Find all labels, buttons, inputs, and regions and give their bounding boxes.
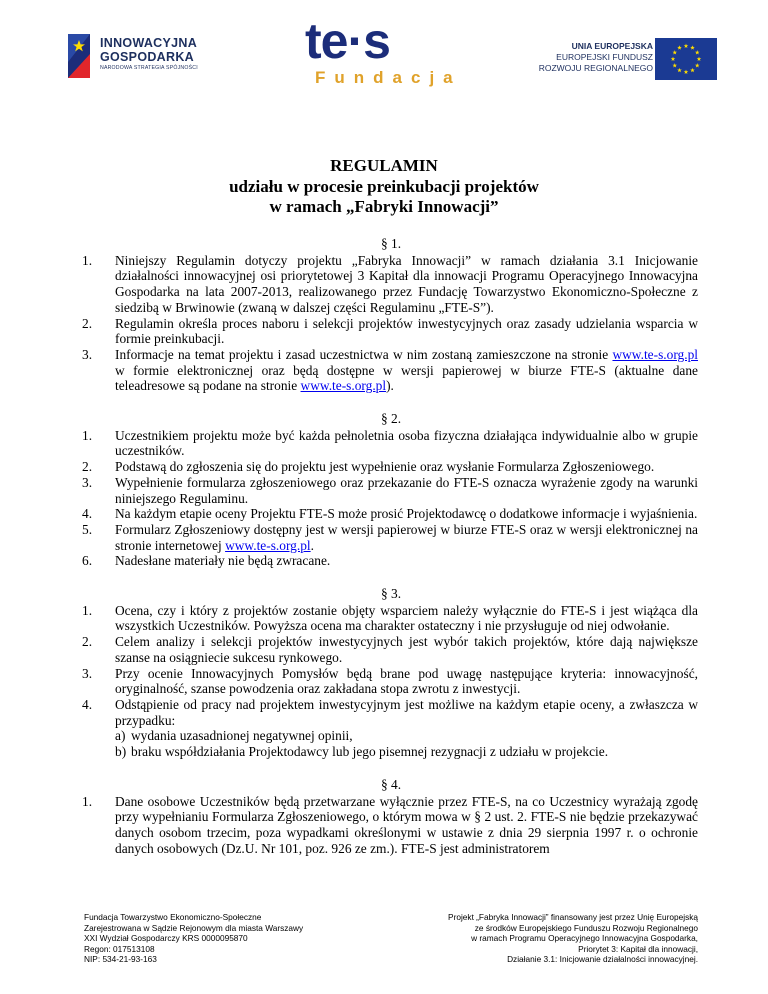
title-line2: udziału w procesie preinkubacji projektów (229, 176, 539, 196)
tes-logo-word: te·s (305, 13, 390, 69)
item-number: 2. (82, 315, 93, 331)
section-3-heading: § 3. (380, 586, 402, 602)
list-item (84, 459, 698, 475)
footer-right-line: ze środków Europejskiego Funduszu Rozwoju Regionalnego (474, 922, 698, 933)
sub-item-text: braku współdziałania Projektodawcy lub jego pisemnej rezygnacji z udziału w projekcie. (131, 744, 609, 760)
item-number: 2. (82, 634, 93, 650)
section-4-heading: § 4. (380, 776, 402, 792)
sub-item-letter: a) (115, 728, 126, 744)
item-text: Dane osobowe Uczestników będą przetwarzane wyłącznie przez FTE-S, na co Uczestnicy wyrażają zgodę przy wypełnianiu Formularza Zgłoszeniowego, o którym mowa w § 2 ust. 2. FTE-S nie będzie przekazywać danych osobom trzecim, poza wypadkami określonymi w ustawie z dnia 29 sierpnia 1997 r. o ochronie danych osobowych (Dz.U. Nr 101, poz. 926 ze zm.). FTE-S jest administratorem (115, 793, 698, 856)
section-4-list (84, 794, 698, 857)
item-text: Przy ocenie Innowacyjnych Pomysłów będą brane pod uwagę następujące kryteria: innowacyjność, oryginalność, szanse powodzenia oraz zakładana stopa zwrotu z inwestycji. (115, 665, 698, 697)
tes-foundation-logo (305, 13, 462, 90)
item-text: w formie elektronicznej oraz będą dostępne w wersji papierowej w biurze FTE-S (aktualne dane teleadresowe są podane na stronie (115, 362, 698, 394)
list-item (84, 506, 698, 522)
sub-list-item (115, 728, 698, 744)
item-text: Na każdym etapie oceny Projektu FTE-S może prosić Projektodawcę o dodatkowe informacje i wyjaśnienia. (115, 506, 698, 522)
eu-logo-text (539, 41, 653, 74)
item-text: Celem analizy i selekcji projektów inwestycyjnych jest wybór takich projektów, które dają największe szanse na osiągniecie sukcesu rynkowego. (115, 634, 698, 665)
eu-logo-line1: UNIA EUROPEJSKA (571, 41, 653, 51)
item-number: 1. (82, 252, 93, 268)
item-text: ). (386, 378, 394, 394)
list-item (84, 553, 698, 569)
item-number: 4. (82, 506, 93, 522)
section-3-list (84, 603, 698, 760)
item-text: Nadesłane materiały nie będą zwracane. (115, 553, 331, 569)
item-number: 2. (82, 459, 93, 475)
ig-logo-line3: NARODOWA STRATEGIA SPÓJNOŚCI (100, 65, 198, 71)
list-item (84, 634, 698, 665)
item-number: 3. (82, 665, 93, 681)
list-item (84, 428, 698, 459)
website-link[interactable]: www.te-s.org.pl (612, 346, 698, 362)
list-item (84, 666, 698, 697)
footer-left-line: XXI Wydział Gospodarczy KRS 0000095870 (84, 933, 248, 944)
footer-right-line: Działanie 3.1: Inicjowanie działalności innowacyjnej. (507, 954, 698, 965)
footer-left-line: Regon: 017513108 (84, 943, 155, 954)
section-1-list (84, 253, 698, 394)
list-item (84, 475, 698, 506)
eu-logo-line2: EUROPEJSKI FUNDUSZ (556, 52, 653, 62)
item-text: Wypełnienie formularza zgłoszeniowego oraz przekazanie do FTE-S oznacza wyrażenie zgody na warunki niniejszego Regulaminu. (115, 474, 698, 506)
ig-logo-text (100, 36, 198, 73)
list-item (84, 794, 698, 857)
item-text: Formularz Zgłoszeniowy dostępny jest w wersji papierowej w biurze FTE-S oraz w wersji elektronicznej na stronie internetowej (115, 521, 698, 553)
footer-left-line: Zarejestrowana w Sądzie Rejonowym dla miasta Warszawy (84, 922, 304, 933)
innowacyjna-gospodarka-logo (64, 28, 224, 83)
item-text: Ocena, czy i który z projektów zostanie objęty wsparciem należy wyłącznie do FTE-S i jest wiążąca dla wszystkich Uczestników. Powyższa ocena ma charakter ostateczny i nie przysługuje od niej odwołanie. (115, 602, 698, 634)
item-text: Podstawą do zgłoszenia się do projektu jest wypełnienie oraz wysłanie Formularza Zgłoszeniowego. (115, 459, 655, 475)
list-item (84, 347, 698, 394)
sub-item-letter: b) (115, 744, 127, 760)
ig-flag-icon (64, 32, 94, 80)
item-text: . (310, 537, 314, 553)
website-link[interactable]: www.te-s.org.pl (225, 537, 311, 553)
item-text: Odstąpienie od pracy nad projektem inwestycyjnym jest możliwe na każdym etapie oceny, a zwłaszcza w przypadku: (115, 696, 698, 728)
list-item (84, 603, 698, 634)
footer-left-line: NIP: 534-21-93-163 (84, 954, 157, 965)
list-item (84, 316, 698, 347)
sub-item-text: wydania uzasadnionej negatywnej opinii, (131, 728, 353, 744)
item-text: Uczestnikiem projektu może być każda pełnoletnia osoba fizyczna działająca indywidualnie albo w grupie uczestników. (115, 427, 698, 459)
eu-logo (537, 38, 717, 78)
footer-right (448, 912, 698, 965)
sub-list-item (115, 744, 698, 760)
item-text: Informacje na temat projektu i zasad uczestnictwa w nim zostaną zamieszczone na stronie (115, 346, 613, 362)
page-header (0, 0, 768, 110)
list-item (84, 697, 698, 760)
item-text: Niniejszy Regulamin dotyczy projektu „Fabryka Innowacji” w ramach działania 3.1 Inicjowanie działalności innowacyjnej osi priorytetowej 3 Kapitał dla innowacji Programu Operacyjnego Innowacyjna Gospodarka na lata 2007-2013, realizowanego przez Fundację Towarzystwo Ekonomiczno-Społeczne z siedzibą w Brwinowie (zwaną w dalszej części Regulaminu „FTE-S”). (115, 252, 698, 315)
item-text: Regulamin określa proces naboru i selekcji projektów inwestycyjnych oraz zasady udzielania wsparcia w formie preinkubacji. (115, 315, 698, 347)
item-number: 5. (82, 521, 93, 537)
ig-logo-line2: GOSPODARKA (100, 50, 194, 64)
title-line3: w ramach „Fabryki Innowacji” (269, 197, 499, 216)
footer-right-line: Priorytet 3: Kapitał dla innowacji, (578, 943, 698, 954)
section-2-list (84, 428, 698, 569)
eu-flag-icon (655, 38, 717, 80)
item-number: 3. (82, 346, 93, 362)
eu-logo-line3: ROZWOJU REGIONALNEGO (538, 63, 653, 73)
footer-left-line: Fundacja Towarzystwo Ekonomiczno-Społeczne (84, 912, 262, 922)
footer-left (84, 912, 303, 965)
item-number: 1. (82, 427, 93, 443)
list-item (84, 522, 698, 553)
title-line1: REGULAMIN (330, 156, 438, 175)
section-1-heading: § 1. (380, 236, 402, 251)
item-number: 1. (82, 602, 93, 618)
item-number: 4. (82, 696, 93, 712)
website-link[interactable]: www.te-s.org.pl (300, 378, 387, 394)
tes-logo-subtitle: Fundacja (315, 68, 462, 87)
item-number: 6. (82, 553, 93, 569)
section-2-heading: § 2. (380, 411, 402, 427)
list-item (84, 253, 698, 316)
sub-list (115, 728, 698, 759)
item-number: 3. (82, 474, 93, 490)
document-title (0, 156, 768, 218)
ig-logo-line1: INNOWACYJNA (100, 36, 198, 50)
regulation-body (84, 236, 698, 856)
item-number: 1. (82, 793, 93, 809)
footer-right-line: w ramach Programu Operacyjnego Innowacyjna Gospodarka, (471, 933, 698, 944)
footer-right-line: Projekt „Fabryka Innowacji” finansowany jest przez Unię Europejską (448, 912, 698, 922)
